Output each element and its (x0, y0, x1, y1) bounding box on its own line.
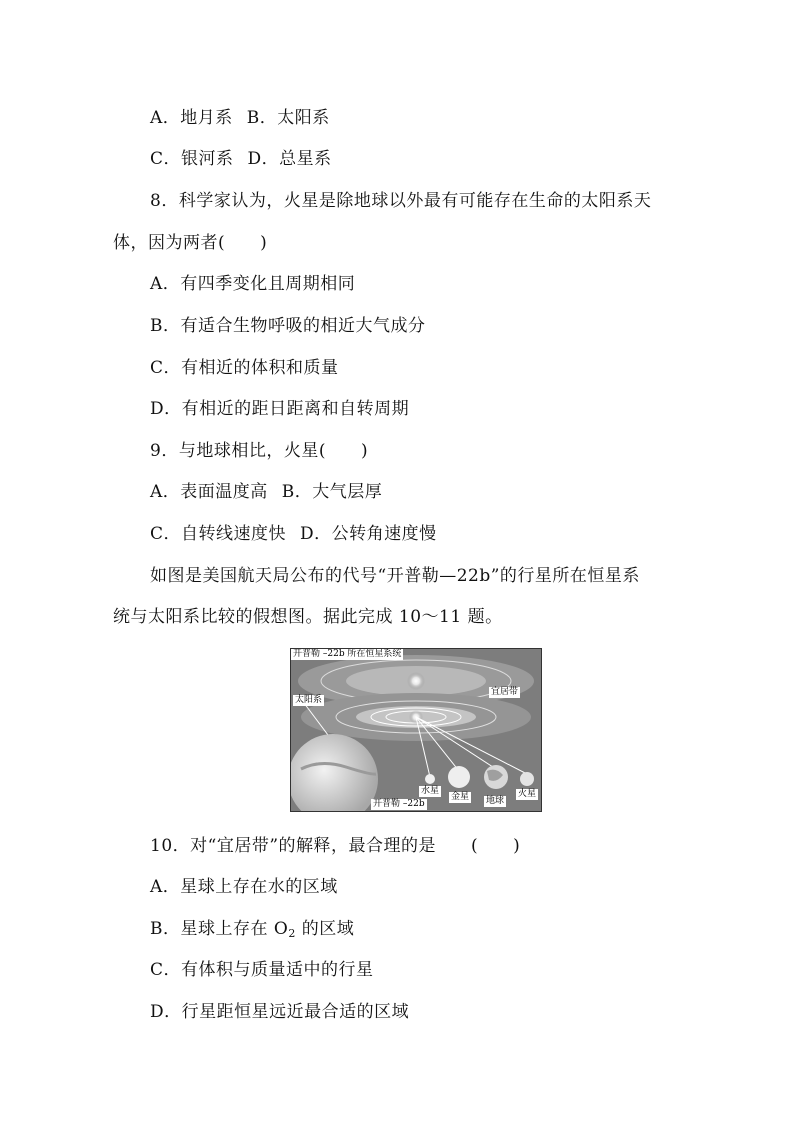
q7-option-b: B．太阳系 (246, 108, 330, 128)
mars-planet (520, 772, 534, 786)
q9-option-c: C．自转线速度快 (150, 524, 287, 544)
q9-stem: 9．与地球相比，火星( ) (150, 441, 369, 461)
label-habitable-zone: 宜居带 (491, 687, 519, 697)
q8-option-b: B．有适合生物呼吸的相近大气成分 (150, 316, 426, 336)
q10-option-b (150, 917, 354, 941)
label-earth: 地球 (486, 796, 505, 806)
q8-option-c: C．有相近的体积和质量 (150, 358, 339, 378)
q7-options-row-1 (150, 106, 330, 130)
q10-option-b-prefix: B．星球上存在 O (150, 919, 289, 939)
q9-options-row-2 (150, 522, 437, 546)
q10-option-b-subscript: 2 (288, 927, 296, 940)
q9-option-a: A．表面温度高 (150, 482, 268, 502)
q10-stem: 10．对“宜居带”的解释，最合理的是 ( ) (150, 836, 521, 856)
intro-line-2: 统与太阳系比较的假想图。据此完成 10～11 题。 (113, 607, 503, 627)
q8-option-d: D．有相近的距日距离和自转周期 (150, 399, 410, 419)
q9-options-row-1 (150, 480, 382, 504)
label-venus: 金星 (451, 792, 470, 802)
q8-stem-line-2: 体，因为两者( ) (113, 233, 268, 253)
q7-option-d: D．总星系 (247, 149, 332, 169)
q10-option-c: C．有体积与质量适中的行星 (150, 960, 374, 980)
q10-option-a: A．星球上存在水的区域 (150, 877, 338, 897)
label-mars: 火星 (518, 789, 537, 799)
q8-option-a: A．有四季变化且周期相同 (150, 274, 356, 294)
q10-option-b-suffix: 的区域 (295, 919, 355, 939)
kepler-star (407, 672, 425, 690)
figure-illustration (291, 649, 541, 811)
label-kepler-system: 开普勒 –22b 所在恒星系统 (293, 649, 402, 659)
q9-option-b: B．大气层厚 (281, 482, 383, 502)
label-kepler-planet: 开普勒 –22b (373, 799, 425, 809)
venus-planet (448, 766, 470, 788)
intro-line-1: 如图是美国航天局公布的代号“开普勒—22b”的行星所在恒星系 (150, 566, 640, 586)
q7-options-row-2 (150, 147, 332, 171)
q7-option-c: C．银河系 (150, 149, 234, 169)
label-mercury: 水星 (421, 786, 440, 796)
star-system-comparison-figure (290, 648, 542, 812)
q7-option-a: A．地月系 (150, 108, 233, 128)
mercury-planet (425, 774, 435, 784)
q9-option-d: D．公转角速度慢 (300, 524, 437, 544)
q10-option-d: D．行星距恒星远近最合适的区域 (150, 1002, 410, 1022)
label-solar-system: 太阳系 (295, 695, 323, 705)
q8-stem-line-1: 8．科学家认为，火星是除地球以外最有可能存在生命的太阳系天 (150, 191, 652, 211)
